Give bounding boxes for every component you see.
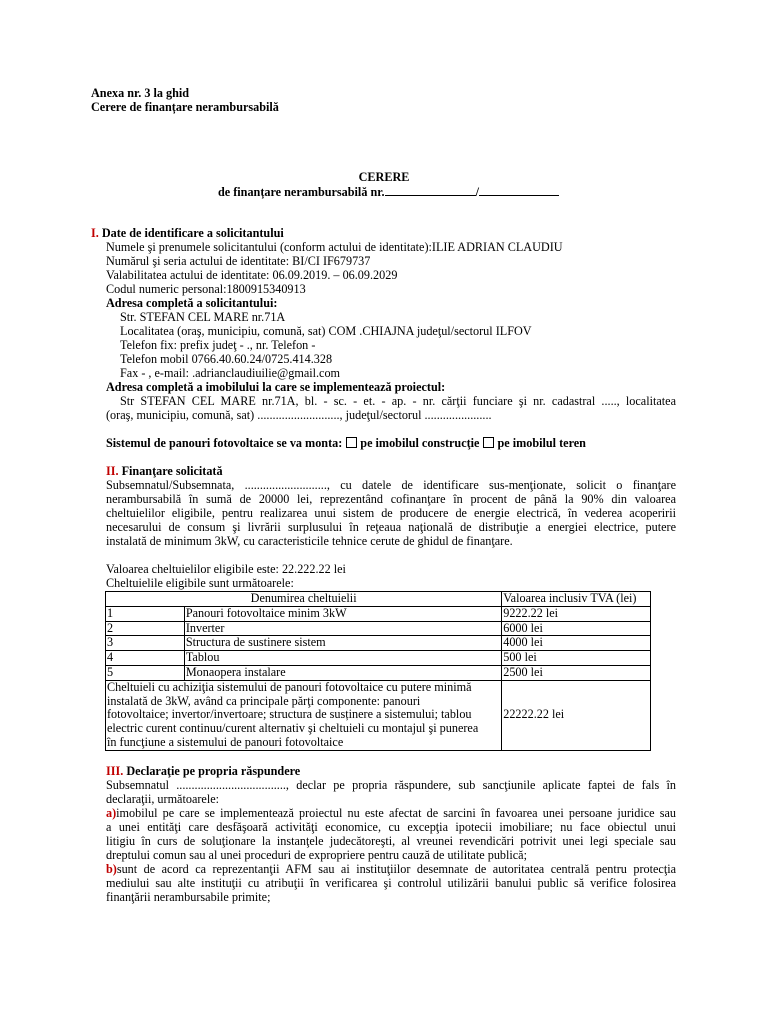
declaration-intro-line2: declaraţii, următoarele: (106, 792, 220, 806)
section-2-heading: II. Finanţare solicitată (106, 464, 223, 478)
checkbox-land[interactable] (483, 437, 494, 448)
row-number: 2 (106, 621, 185, 636)
row-value: 9222.22 lei (502, 606, 651, 621)
financing-paragraph-line3: cheltuielilor eligibile, pentru realizarea unui sistem de producere de energie electrică, în vederea acoperirii (106, 506, 676, 520)
row-value: 6000 lei (502, 621, 651, 636)
row-number: 4 (106, 651, 185, 666)
row-number: 1 (106, 606, 185, 621)
clause-b-line2: mediului sau alte instituţii cu atribuţii în verificarea şi controlul utilizării banului public să verifice folosirea (106, 876, 676, 890)
table-row (106, 651, 651, 666)
clause-b-line1: b)sunt de acord ca reprezentanţii AFM sau ai instituţiilor desemnate de autoritatea centrală pentru protecţia (106, 862, 676, 876)
financing-paragraph-line1: Subsemnatul/Subsemnata, ..........................., cu datele de identificare sus-menţionate, solicit o finanţare (106, 478, 676, 492)
table-row (106, 665, 651, 680)
table-row (106, 621, 651, 636)
eligible-value: Valoarea cheltuielilor eligibile este: 22.222.22 lei (106, 562, 346, 576)
table-row (106, 636, 651, 651)
document-title: CERERE (358, 170, 410, 184)
phone-mobile: Telefon mobil 0766.40.60.24/0725.414.328 (120, 352, 333, 366)
row-name: Inverter (184, 621, 501, 636)
row-value: 4000 lei (502, 636, 651, 651)
row-value: 500 lei (502, 651, 651, 666)
cost-table (105, 591, 651, 751)
address-street: Str. STEFAN CEL MARE nr.71A (120, 310, 286, 324)
table-total-row (106, 680, 651, 750)
clause-a-line4: dreptului comun sau al unei proceduri de expropriere pentru cauză de utilitate publică; (106, 848, 527, 862)
personal-code: Codul numeric personal:1800915340913 (106, 282, 306, 296)
col-header-name: Denumirea cheltuielii (106, 592, 502, 607)
row-name: Panouri fotovoltaice minim 3kW (184, 606, 501, 621)
financing-paragraph-line5: instalată de minimum 3kW, cu caracteristicile tehnice cerute de ghidul de finanţare. (106, 534, 513, 548)
checkbox-building[interactable] (346, 437, 357, 448)
applicant-name: Numele şi prenumele solicitantului (conform actului de identitate):ILIE ADRIAN CLAUDIU (106, 240, 563, 254)
row-number: 5 (106, 665, 185, 680)
clause-a-line1: a)imobilul pe care se implementează proiectul nu este afectat de sarcini în favoarea unei persoane juridice sau (106, 806, 676, 820)
number-blank (385, 184, 476, 196)
financing-paragraph-line4: necesarului de consum şi livrării surplusului în reţeaua naţională de distribuţie a energiei electrice, putere (106, 520, 676, 534)
applicant-address-heading: Adresa completă a solicitantului: (106, 296, 278, 310)
table-row (106, 606, 651, 621)
document-subtitle: Cerere de finanțare nerambursabilă (91, 100, 279, 114)
section-3-heading: III. Declaraţie pe propria răspundere (106, 764, 301, 778)
phone-fixed: Telefon fix: prefix judeţ - ., nr. Telefon - (120, 338, 316, 352)
total-value: 22222.22 lei (502, 680, 651, 750)
declaration-intro-line1: Subsemnatul ...................................., declar pe propria răspundere, sub sancţiunile aplicate faptei de fals în (106, 778, 676, 792)
property-address-line1: Str STEFAN CEL MARE nr.71A, bl. - sc. - et. - ap. - nr. cărţii funciare şi nr. cadastral ....., localitatea (120, 394, 676, 408)
col-header-value: Valoarea inclusiv TVA (lei) (502, 592, 651, 607)
clause-a-line2: a unei entităţi care desfăşoară activităţi economice, cu excepţia ipotecii imobiliare; nu face obiectul unui (106, 820, 676, 834)
row-name: Monaopera instalare (184, 665, 501, 680)
property-address-heading: Adresa completă a imobilului la care se implementează proiectul: (106, 380, 446, 394)
clause-b-line3: finanţării nerambursabile primite; (106, 890, 271, 904)
date-blank (479, 184, 559, 196)
address-locality: Localitatea (oraş, municipiu, comună, sat) COM .CHIAJNA judeţul/sectorul ILFOV (120, 324, 532, 338)
fax-email: Fax - , e-mail: .adrianclaudiuilie@gmail.com (120, 366, 341, 380)
financing-paragraph-line2: nerambursabilă în sumă de 20000 lei, reprezentând cofinanţare în procent de până la 90% din valoarea (106, 492, 676, 506)
id-validity: Valabilitatea actului de identitate: 06.09.2019. – 06.09.2029 (106, 268, 398, 282)
row-name: Structura de sustinere sistem (184, 636, 501, 651)
mount-option-line: Sistemul de panouri fotovoltaice se va monta: pe imobilul construcţie pe imobilul teren (106, 436, 586, 450)
total-description: Cheltuieli cu achiziţia sistemului de panouri fotovoltaice cu putere minimă instalată de 3kW, având ca principale părţi componente: panouri fotovoltaice; invertor/invertoare; structura de susținere a sistemului; tablou electric curent continuu/curent alternativ şi cheltuieli cu montajul şi punerea în funcţiune a sistemului de panouri fotovoltaice (106, 680, 502, 750)
annex-label: Anexa nr. 3 la ghid (91, 86, 190, 100)
document-title-sub: de finanțare nerambursabilă nr. / (218, 184, 559, 200)
table-header-row (106, 592, 651, 607)
id-document: Numărul şi seria actului de identitate: BI/CI IF679737 (106, 254, 371, 268)
eligible-list-heading: Cheltuielile eligibile sunt următoarele: (106, 576, 294, 590)
clause-a-line3: litigiu în curs de soluţionare la instanţele judecătoreşti, al vreunei revendicări potrivit unei legi speciale sau (106, 834, 676, 848)
row-value: 2500 lei (502, 665, 651, 680)
section-1-heading: I. Date de identificare a solicitantului (91, 226, 284, 240)
property-address-line2: (oraş, municipiu, comună, sat) ..........................., judeţul/sectorul ...................... (106, 408, 492, 422)
row-number: 3 (106, 636, 185, 651)
row-name: Tablou (184, 651, 501, 666)
